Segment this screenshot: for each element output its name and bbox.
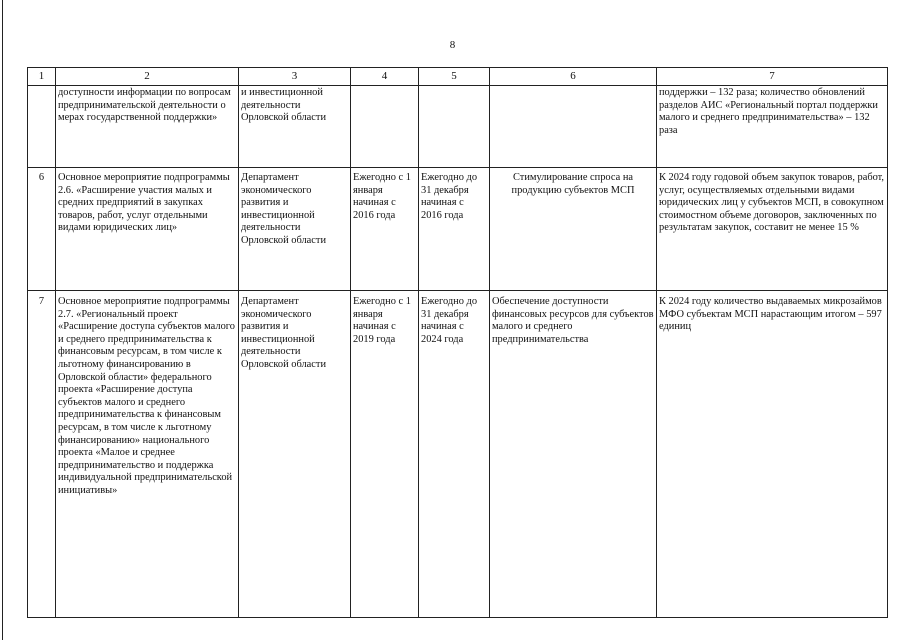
result-cell [490, 86, 657, 168]
column-header: 5 [419, 68, 490, 86]
column-header: 1 [28, 68, 56, 86]
row-number: 6 [28, 168, 56, 291]
start-cell: Ежегодно с 1 января начиная с 2019 года [351, 291, 419, 618]
end-cell: Ежегодно до 31 декабря начиная с 2024 года [419, 291, 490, 618]
table-row [28, 168, 888, 291]
page-number: 8 [449, 39, 456, 51]
row-number: 7 [28, 291, 56, 618]
executor-cell: Департамент экономического развития и инвестиционной деятельности Орловской области [239, 291, 351, 618]
row-number [28, 86, 56, 168]
column-header: 4 [351, 68, 419, 86]
event-cell: Основное мероприятие подпрограммы 2.7. «Региональный проект «Расширение доступа субъектов малого и среднего предпринимательства к финансовым ресурсам, в том числе к льготному финансированию в Орловской области» федерального проекта «Расширение доступа субъектов малого и среднего предпринимательства к финансовым ресурсам, в том числе к льготному финансированию» национального проекта «Малое и среднее предпринимательство и поддержка индивидуальной предпринимательской инициативы» [56, 291, 239, 618]
header-row [28, 68, 888, 86]
start-cell [351, 86, 419, 168]
end-cell: Ежегодно до 31 декабря начиная с 2016 года [419, 168, 490, 291]
executor-cell: и инвестиционной деятельности Орловской области [239, 86, 351, 168]
start-cell: Ежегодно с 1 января начиная с 2016 года [351, 168, 419, 291]
table-row [28, 291, 888, 618]
plan-table [27, 67, 888, 618]
event-cell: Основное мероприятие подпрограммы 2.6. «Расширение участия малых и средних предприятий в закупках товаров, работ, услуг отдельными видами юридических лиц» [56, 168, 239, 291]
column-header: 2 [56, 68, 239, 86]
executor-cell: Департамент экономического развития и инвестиционной деятельности Орловской области [239, 168, 351, 291]
event-cell: доступности информации по вопросам предпринимательской деятельности о мерах государственной поддержки» [56, 86, 239, 168]
table-row [28, 86, 888, 168]
column-header: 3 [239, 68, 351, 86]
result-cell: Стимулирование спроса на продукцию субъектов МСП [490, 168, 657, 291]
indicator-cell: поддержки – 132 раза; количество обновлений разделов АИС «Региональный портал поддержки малого и среднего предпринимательства» – 132 раза [657, 86, 888, 168]
indicator-cell: К 2024 году годовой объем закупок товаров, работ, услуг, осуществляемых отдельными видами юридических лиц у субъектов МСП, в совокупном стоимостном объеме договоров, заключенных по результатам закупок, составит не менее 15 % [657, 168, 888, 291]
column-header: 7 [657, 68, 888, 86]
indicator-cell: К 2024 году количество выдаваемых микрозаймов МФО субъектам МСП нарастающим итогом – 597 единиц [657, 291, 888, 618]
result-cell: Обеспечение доступности финансовых ресурсов для субъектов малого и среднего предпринимательства [490, 291, 657, 618]
column-header: 6 [490, 68, 657, 86]
end-cell [419, 86, 490, 168]
page-edge-line [2, 0, 3, 640]
